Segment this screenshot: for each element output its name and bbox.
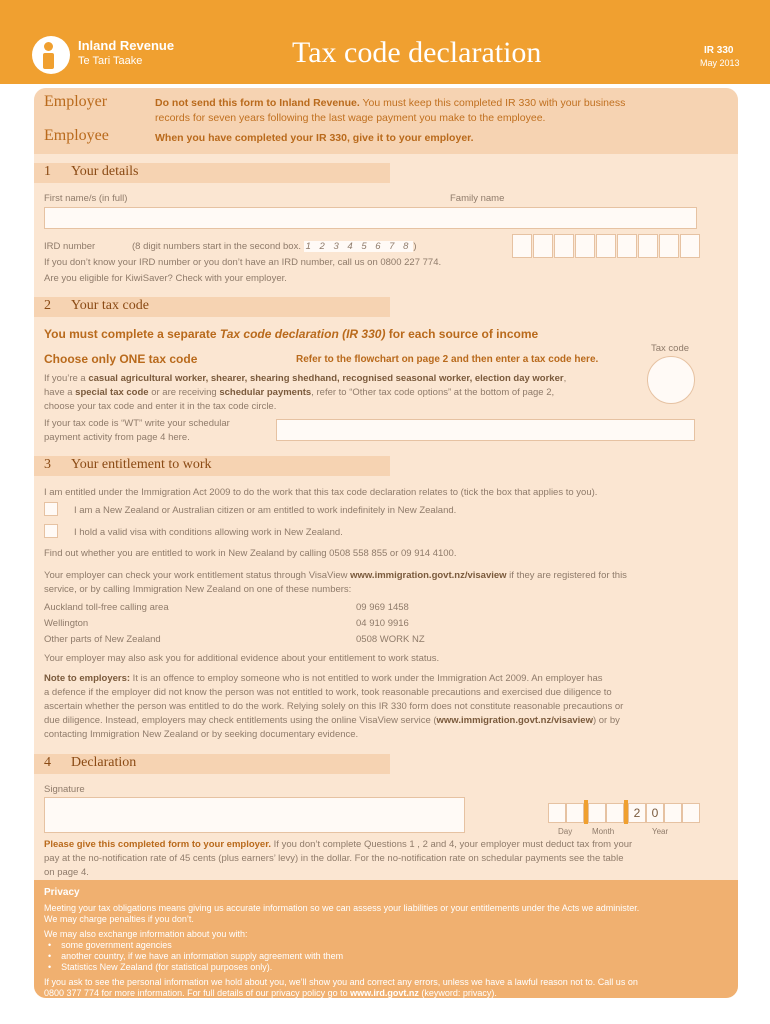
visa-option: I hold a valid visa with conditions allowing work in New Zealand. xyxy=(74,527,343,538)
form-title: Tax code declaration xyxy=(292,36,542,69)
ird-digit-box-8[interactable] xyxy=(659,234,679,258)
logo-dot xyxy=(44,42,53,51)
tc-line1-b: casual agricultural worker, shearer, shearing shedhand, recognised seasonal worker, election day worker xyxy=(88,373,564,384)
day-box-2[interactable] xyxy=(566,803,584,823)
ird-digit-box-4[interactable] xyxy=(575,234,595,258)
ird-website-link[interactable]: www.ird.govt.nz xyxy=(350,988,419,998)
kiwisaver-note: Are you eligible for KiwiSaver? Check with your employer. xyxy=(44,273,287,284)
privacy-l5b: (keyword: privacy). xyxy=(418,988,497,998)
signature-label: Signature xyxy=(44,784,85,795)
find-out-entitlement: Find out whether you are entitled to work in New Zealand by calling 0508 558 855 or 09 914 4100. xyxy=(44,548,457,559)
privacy-l5a: 0800 377 774 for more information. For full details of our privacy policy go to xyxy=(44,988,351,998)
privacy-line5 xyxy=(44,988,497,999)
give-form-line2: pay at the no-notification rate of 45 cents (plus earners’ levy) in the dollar. For the no-notification rate on schedular payments see the table xyxy=(44,853,624,864)
employer-note-line4 xyxy=(44,714,620,727)
separate-note-b: for each source of income xyxy=(385,327,539,341)
tc-line2-d: schedular payments xyxy=(219,387,312,398)
visaview-line1 xyxy=(44,569,627,582)
wt-note-line1: If your tax code is “WT” write your schedular xyxy=(44,418,230,429)
ird-digit-box-9[interactable] xyxy=(680,234,700,258)
privacy-line1: Meeting your tax obligations means giving us accurate information so we can assess your liabilities or your entitlements under the Acts we administer. xyxy=(44,903,640,913)
section-4-title: Declaration xyxy=(71,755,137,770)
ird-hint xyxy=(132,240,417,253)
tax-code-line3: choose your tax code and enter it in the tax code circle. xyxy=(44,401,277,412)
year-box-1[interactable]: 2 xyxy=(628,803,646,823)
refer-flowchart: Refer to the flowchart on page 2 and then enter a tax code here. xyxy=(296,354,599,365)
give-form-line3: on page 4. xyxy=(44,867,89,878)
schedular-activity-field[interactable] xyxy=(276,419,695,441)
note-l4a: due diligence. Instead, employers may check entitlements using the online VisaView service ( xyxy=(44,715,437,726)
month-box-1[interactable] xyxy=(588,803,606,823)
family-name-label: Family name xyxy=(450,193,505,204)
org-sub-name: Te Tari Taake xyxy=(78,55,143,67)
section-1-title: Your details xyxy=(71,164,139,179)
employer-note-line2: a defence if the employer did not know the person was not entitled to work, took reasonable precautions and exercised due diligence to xyxy=(44,687,612,698)
employer-label: Employer xyxy=(44,93,108,110)
visaview-line2: service, or by calling Immigration New Zealand on one of these numbers: xyxy=(44,584,352,595)
ird-help: If you don’t know your IRD number or you don’t have an IRD number, call us on 0800 227 774. xyxy=(44,257,442,268)
first-name-label: First name/s (in full) xyxy=(44,193,128,204)
section-4-number: 4 xyxy=(44,755,51,770)
tc-line2-e: , refer to “Other tax code options” at the bottom of page 2, xyxy=(311,387,555,398)
note-l4b: ) or by xyxy=(592,715,620,726)
entitlement-intro: I am entitled under the Immigration Act 2009 to do the work that this tax code declaration relates to (tick the box that applies to you). xyxy=(44,487,598,498)
year-label: Year xyxy=(652,827,669,836)
tax-code-line1 xyxy=(44,372,566,385)
tc-line1-a: If you’re a xyxy=(44,373,89,384)
tc-line1-c: , xyxy=(563,373,567,384)
separate-note-a: You must complete a separate xyxy=(44,327,220,341)
privacy-bullet-1: • some government agencies xyxy=(48,940,172,950)
phone-number-2: 04 910 9916 xyxy=(356,618,409,629)
tc-line2-c: or are receiving xyxy=(148,387,220,398)
tax-code-circle[interactable] xyxy=(647,356,695,404)
ird-digit-box-3[interactable] xyxy=(554,234,574,258)
wt-note-line2: payment activity from page 4 here. xyxy=(44,432,190,443)
inland-revenue-logo-icon xyxy=(32,36,70,74)
citizen-checkbox[interactable] xyxy=(44,502,58,516)
privacy-bullet-3-text: Statistics New Zealand (for statistical purposes only). xyxy=(61,962,273,972)
ird-number-label: IRD number xyxy=(44,241,96,252)
note-l1: It is an offence to employ someone who is not entitled to work under the Immigration Act 2009. An employer has xyxy=(130,673,603,684)
employer-notice xyxy=(155,97,725,109)
privacy-line4: If you ask to see the personal information we hold about you, we’ll show you and correct any errors, unless we have a lawful reason not to. Call us on xyxy=(44,977,638,987)
tc-line2-a: have a xyxy=(44,387,76,398)
employer-note-line5: contacting Immigration New Zealand or by seeking documentary evidence. xyxy=(44,729,359,740)
year-box-3[interactable] xyxy=(664,803,682,823)
tc-line2-b: special tax code xyxy=(75,387,149,398)
form-date: May 2013 xyxy=(700,58,740,68)
give-form-line1 xyxy=(44,838,632,851)
employer-note-line3: ascertain whether the person was entitled to do the work. Relying solely on this IR 330 form does not constitute reasonable precautions or xyxy=(44,701,624,712)
name-field[interactable] xyxy=(44,207,697,229)
employee-label: Employee xyxy=(44,127,109,144)
ird-digit-box-5[interactable] xyxy=(596,234,616,258)
section-3-number: 3 xyxy=(44,457,51,472)
ird-digit-box-2[interactable] xyxy=(533,234,553,258)
day-label: Day xyxy=(558,827,573,836)
separate-note-italic: Tax code declaration (IR 330) xyxy=(219,327,386,341)
year-box-4[interactable] xyxy=(682,803,700,823)
logo-stem xyxy=(43,53,54,69)
ird-digit-box-6[interactable] xyxy=(617,234,637,258)
tax-code-line2 xyxy=(44,386,554,399)
phone-place-3: Other parts of New Zealand xyxy=(44,634,161,645)
privacy-line3: We may also exchange information about you with: xyxy=(44,929,248,939)
org-name: Inland Revenue xyxy=(78,38,175,53)
privacy-bullet-2-text: another country, if we have an information supply agreement with them xyxy=(61,951,344,961)
additional-evidence: Your employer may also ask you for additional evidence about your entitlement to work status. xyxy=(44,653,440,664)
employer-notice-rest: You must keep this completed IR 330 with your business xyxy=(359,97,626,109)
privacy-line2: We may charge penalties if you don’t. xyxy=(44,914,194,924)
section-2-title: Your tax code xyxy=(71,298,149,313)
signature-field[interactable] xyxy=(44,797,465,833)
phone-place-2: Wellington xyxy=(44,618,89,629)
ird-digit-box-1[interactable] xyxy=(512,234,532,258)
ird-digit-box-7[interactable] xyxy=(638,234,658,258)
employer-note-line1 xyxy=(44,672,603,685)
phone-number-1: 09 969 1458 xyxy=(356,602,409,613)
form-number: IR 330 xyxy=(704,45,734,56)
choose-one-tax-code: Choose only ONE tax code xyxy=(44,352,198,366)
citizen-option: I am a New Zealand or Australian citizen or am entitled to work indefinitely in New Zealand. xyxy=(74,505,457,516)
note-visaview-link[interactable]: www.immigration.govt.nz/visaview xyxy=(436,715,593,726)
privacy-bullet-1-text: some government agencies xyxy=(61,940,172,950)
employer-notice-bold: Do not send this form to Inland Revenue. xyxy=(155,97,360,109)
give-form-bold: Please give this completed form to your employer. xyxy=(44,839,272,850)
month-box-2[interactable] xyxy=(606,803,624,823)
visaview-link[interactable]: www.immigration.govt.nz/visaview xyxy=(350,570,507,581)
month-label: Month xyxy=(592,827,615,836)
privacy-title: Privacy xyxy=(44,887,80,898)
phone-place-1: Auckland toll-free calling area xyxy=(44,602,169,613)
section-2-number: 2 xyxy=(44,298,51,313)
ird-example: 1 2 3 4 5 6 7 8 xyxy=(305,241,412,252)
visa-checkbox[interactable] xyxy=(44,524,58,538)
give-form-rest: If you don’t complete Questions 1 , 2 and 4, your employer must deduct tax from your xyxy=(271,839,633,850)
separate-declaration-note xyxy=(44,327,538,341)
employee-notice: When you have completed your IR 330, give it to your employer. xyxy=(155,132,474,144)
privacy-bullet-2: • another country, if we have an information supply agreement with them xyxy=(48,951,344,961)
tax-code-label: Tax code xyxy=(651,343,690,354)
phone-number-3: 0508 WORK NZ xyxy=(356,634,425,645)
year-box-2[interactable]: 0 xyxy=(646,803,664,823)
section-1-number: 1 xyxy=(44,164,51,179)
ird-hint-text: (8 digit numbers start in the second box. xyxy=(132,241,301,252)
ird-hint-close: ) xyxy=(413,241,417,252)
note-to-employers-label: Note to employers: xyxy=(44,673,131,684)
visaview-a: Your employer can check your work entitlement status through VisaView xyxy=(44,570,351,581)
section-3-title: Your entitlement to work xyxy=(71,457,212,472)
visaview-b: if they are registered for this xyxy=(506,570,627,581)
day-box-1[interactable] xyxy=(548,803,566,823)
employer-notice-line2: records for seven years following the last wage payment you make to the employee. xyxy=(155,112,546,124)
privacy-bullet-3: • Statistics New Zealand (for statistical purposes only). xyxy=(48,962,273,972)
